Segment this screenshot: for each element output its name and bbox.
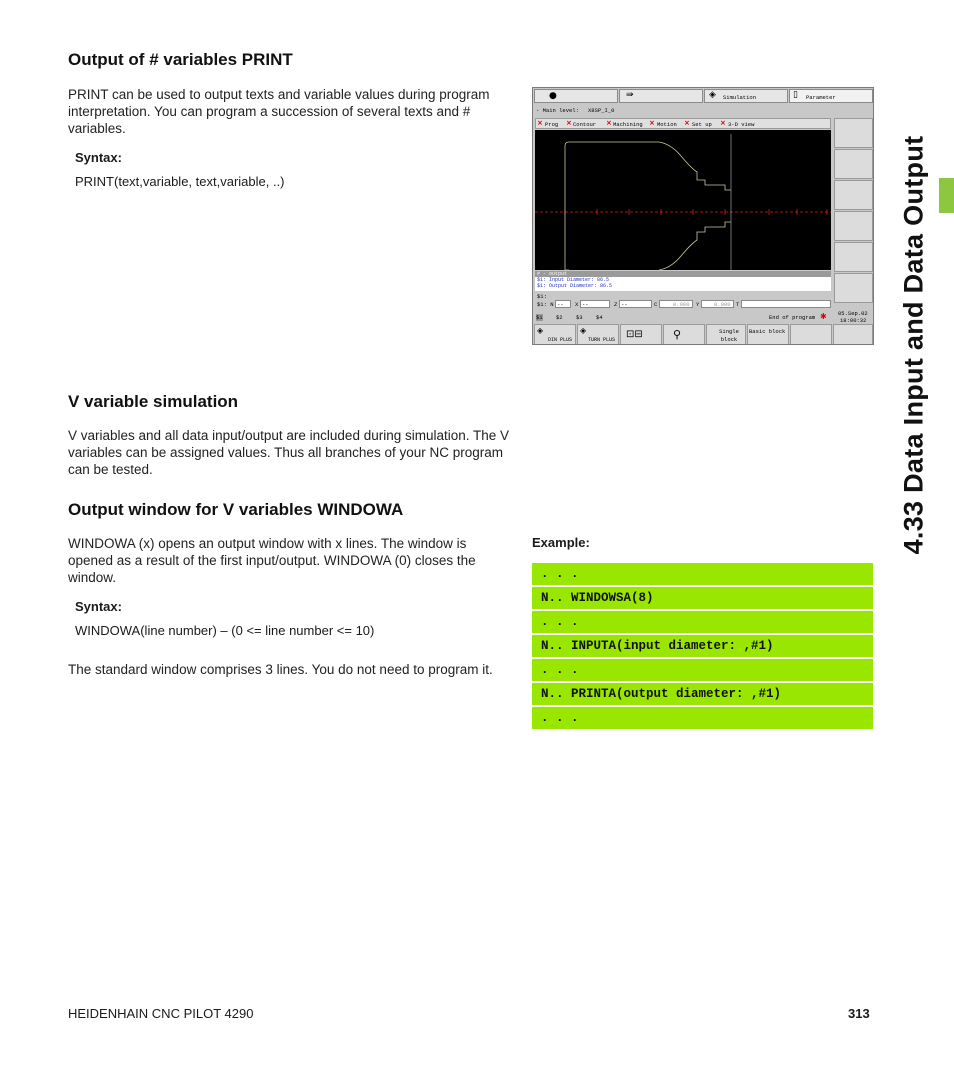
side-chapter-tab — [939, 178, 954, 213]
cnc-menu-3dview: 3-D view — [728, 121, 755, 128]
status-stop-icon: ✱ — [820, 312, 827, 321]
cnc-menu-prog: Prog — [545, 121, 559, 128]
tool-holder-icon: ⊡⊟ — [626, 329, 643, 340]
cnc-simulation-graphic — [535, 130, 831, 270]
cnc-field-n-value: -- — [557, 301, 564, 308]
syntax-windowa: WINDOWA(line number) – (0 <= line number <= 10) — [75, 623, 375, 638]
cnc-softkey-empty-1 — [790, 324, 832, 345]
menu-x-icon: × — [649, 119, 655, 127]
cnc-softkey-din-plus — [534, 324, 576, 345]
arrow-right-icon: ⇛ — [626, 90, 634, 100]
cnc-output-line-1: $1: Input Diameter: 86.5 — [537, 277, 610, 283]
cnc-field-label-z: Z — [614, 301, 618, 308]
cnc-field-label-x: X — [575, 301, 579, 308]
syntax-label-print: Syntax: — [75, 150, 122, 165]
cnc-field-c — [659, 300, 693, 308]
cnc-field-label-c: C — [654, 301, 658, 308]
cnc-softkey-basic-block — [747, 324, 789, 345]
magnifier-icon: ⚲ — [673, 328, 682, 341]
cnc-tab-arrow — [619, 89, 703, 103]
footer-product: HEIDENHAIN CNC PILOT 4290 — [68, 1006, 254, 1021]
cnc-output-line-2: $1: Output Diameter: 86.5 — [537, 283, 613, 289]
example-line: N.. PRINTA(output diameter: ,#1) — [532, 683, 873, 705]
cnc-tab-parameter — [789, 89, 873, 103]
cnc-time: 18:00:32 — [840, 317, 867, 324]
menu-x-icon: × — [684, 119, 690, 127]
cnc-field-label-n: $1: N — [537, 301, 554, 308]
hand-icon: ● — [549, 91, 557, 101]
turn-plus-icon: ◈ — [580, 326, 587, 335]
cnc-field-x-value: -- — [582, 301, 589, 308]
cnc-contour-svg — [535, 130, 831, 270]
simulation-icon: ◈ — [709, 90, 716, 100]
cnc-menu-setup: Set up — [692, 121, 712, 128]
cnc-menu-motion: Motion — [657, 121, 677, 128]
example-line: N.. INPUTA(input diameter: ,#1) — [532, 635, 873, 657]
cnc-screenshot — [532, 87, 874, 345]
example-line: . . . — [532, 563, 873, 585]
cnc-field-y — [701, 300, 734, 308]
cnc-softkey-single-block — [706, 324, 746, 345]
example-line: N.. WINDOWSA(8) — [532, 587, 873, 609]
cnc-softkey-empty-2 — [833, 324, 873, 345]
cnc-field-z-value: -- — [621, 301, 628, 308]
heading-print: Output of # variables PRINT — [68, 50, 293, 69]
paragraph-print: PRINT can be used to output texts and variable values during program interpretation. You can program a succession of several texts and # variables. — [68, 87, 490, 136]
menu-x-icon: × — [720, 119, 726, 127]
cnc-softkey-turn-plus-label: TURN PLUS — [588, 337, 616, 343]
cnc-tab-simulation-label: Simulation — [723, 94, 757, 101]
paragraph-windowa: WINDOWA (x) opens an output window with x lines. The window is opened as a result of the first input/output. WINDOWA (0) closes the window. — [68, 536, 476, 585]
cnc-slide-1: $1 — [536, 314, 543, 321]
cnc-menu-machining: Machining — [613, 121, 643, 128]
cnc-tab-simulation — [704, 89, 788, 103]
cnc-softkey-magnifier — [663, 324, 705, 345]
page-number: 313 — [848, 1006, 870, 1021]
example-line: . . . — [532, 611, 873, 633]
cnc-field-label-y: Y — [696, 301, 700, 308]
cnc-slide-2: $2 — [556, 314, 563, 321]
side-chapter-title-text: 4.33 Data Input and Data Output — [898, 135, 929, 555]
heading-windowa: Output window for V variables WINDOWA — [68, 500, 404, 519]
example-line: . . . — [532, 659, 873, 681]
example-line: . . . — [532, 707, 873, 729]
cnc-status: End of program — [769, 314, 816, 321]
heading-v-variable-simulation: V variable simulation — [68, 392, 239, 411]
cnc-slide-4: $4 — [596, 314, 603, 321]
example-label: Example: — [532, 535, 590, 550]
paragraph-v-variable-simulation: V variables and all data input/output are included during simulation. The V variables can be assigned values. Thus all branches of your NC program can be tested. — [68, 428, 510, 477]
cnc-softkey-tools — [620, 324, 662, 345]
cnc-softkey-basic-block-label: Basic block — [749, 328, 786, 335]
cnc-field-c-value: 0.000 — [673, 301, 690, 308]
syntax-print: PRINT(text,variable, text,variable, ..) — [75, 174, 285, 189]
cnc-field-x — [580, 300, 610, 308]
cnc-softkey-2 — [834, 149, 873, 179]
menu-x-icon: × — [566, 119, 572, 127]
side-chapter-title — [894, 30, 934, 660]
cnc-field-z — [619, 300, 652, 308]
menu-x-icon: × — [537, 119, 543, 127]
cnc-softkey-6 — [834, 273, 873, 303]
cnc-slide-selector — [535, 312, 617, 322]
cnc-main-level: - Main level: — [536, 107, 579, 114]
cnc-softkey-4 — [834, 211, 873, 241]
cnc-softkey-turn-plus — [577, 324, 619, 345]
paragraph-standard-window: The standard window comprises 3 lines. You do not need to program it. — [68, 662, 493, 677]
cnc-tab-home — [534, 89, 618, 103]
syntax-label-windowa: Syntax: — [75, 599, 122, 614]
cnc-softkey-3 — [834, 180, 873, 210]
cnc-tab-parameter-label: Parameter — [806, 94, 836, 101]
cnc-softkey-single-block-label: Single block — [719, 328, 739, 343]
cnc-softkey-5 — [834, 242, 873, 272]
cnc-softkey-din-plus-label: DIN PLUS — [548, 337, 573, 343]
din-plus-icon: ◈ — [537, 326, 544, 335]
cnc-slide-label: $1: — [537, 293, 547, 300]
cnc-menu-contour: Contour — [573, 121, 597, 128]
cnc-program-name: X8SP_I_0 — [588, 107, 615, 114]
cnc-output-title: # - output — [537, 271, 568, 277]
cnc-field-t — [741, 300, 831, 308]
cnc-date: 05.Sep.02 — [838, 310, 868, 317]
cnc-field-y-value: 0.000 — [714, 301, 731, 308]
parameter-icon: ▯ — [793, 90, 798, 100]
cnc-field-n — [555, 300, 571, 308]
cnc-softkey-1 — [834, 118, 873, 148]
menu-x-icon: × — [606, 119, 612, 127]
cnc-field-label-t: T — [736, 301, 740, 308]
cnc-slide-3: $3 — [576, 314, 583, 321]
